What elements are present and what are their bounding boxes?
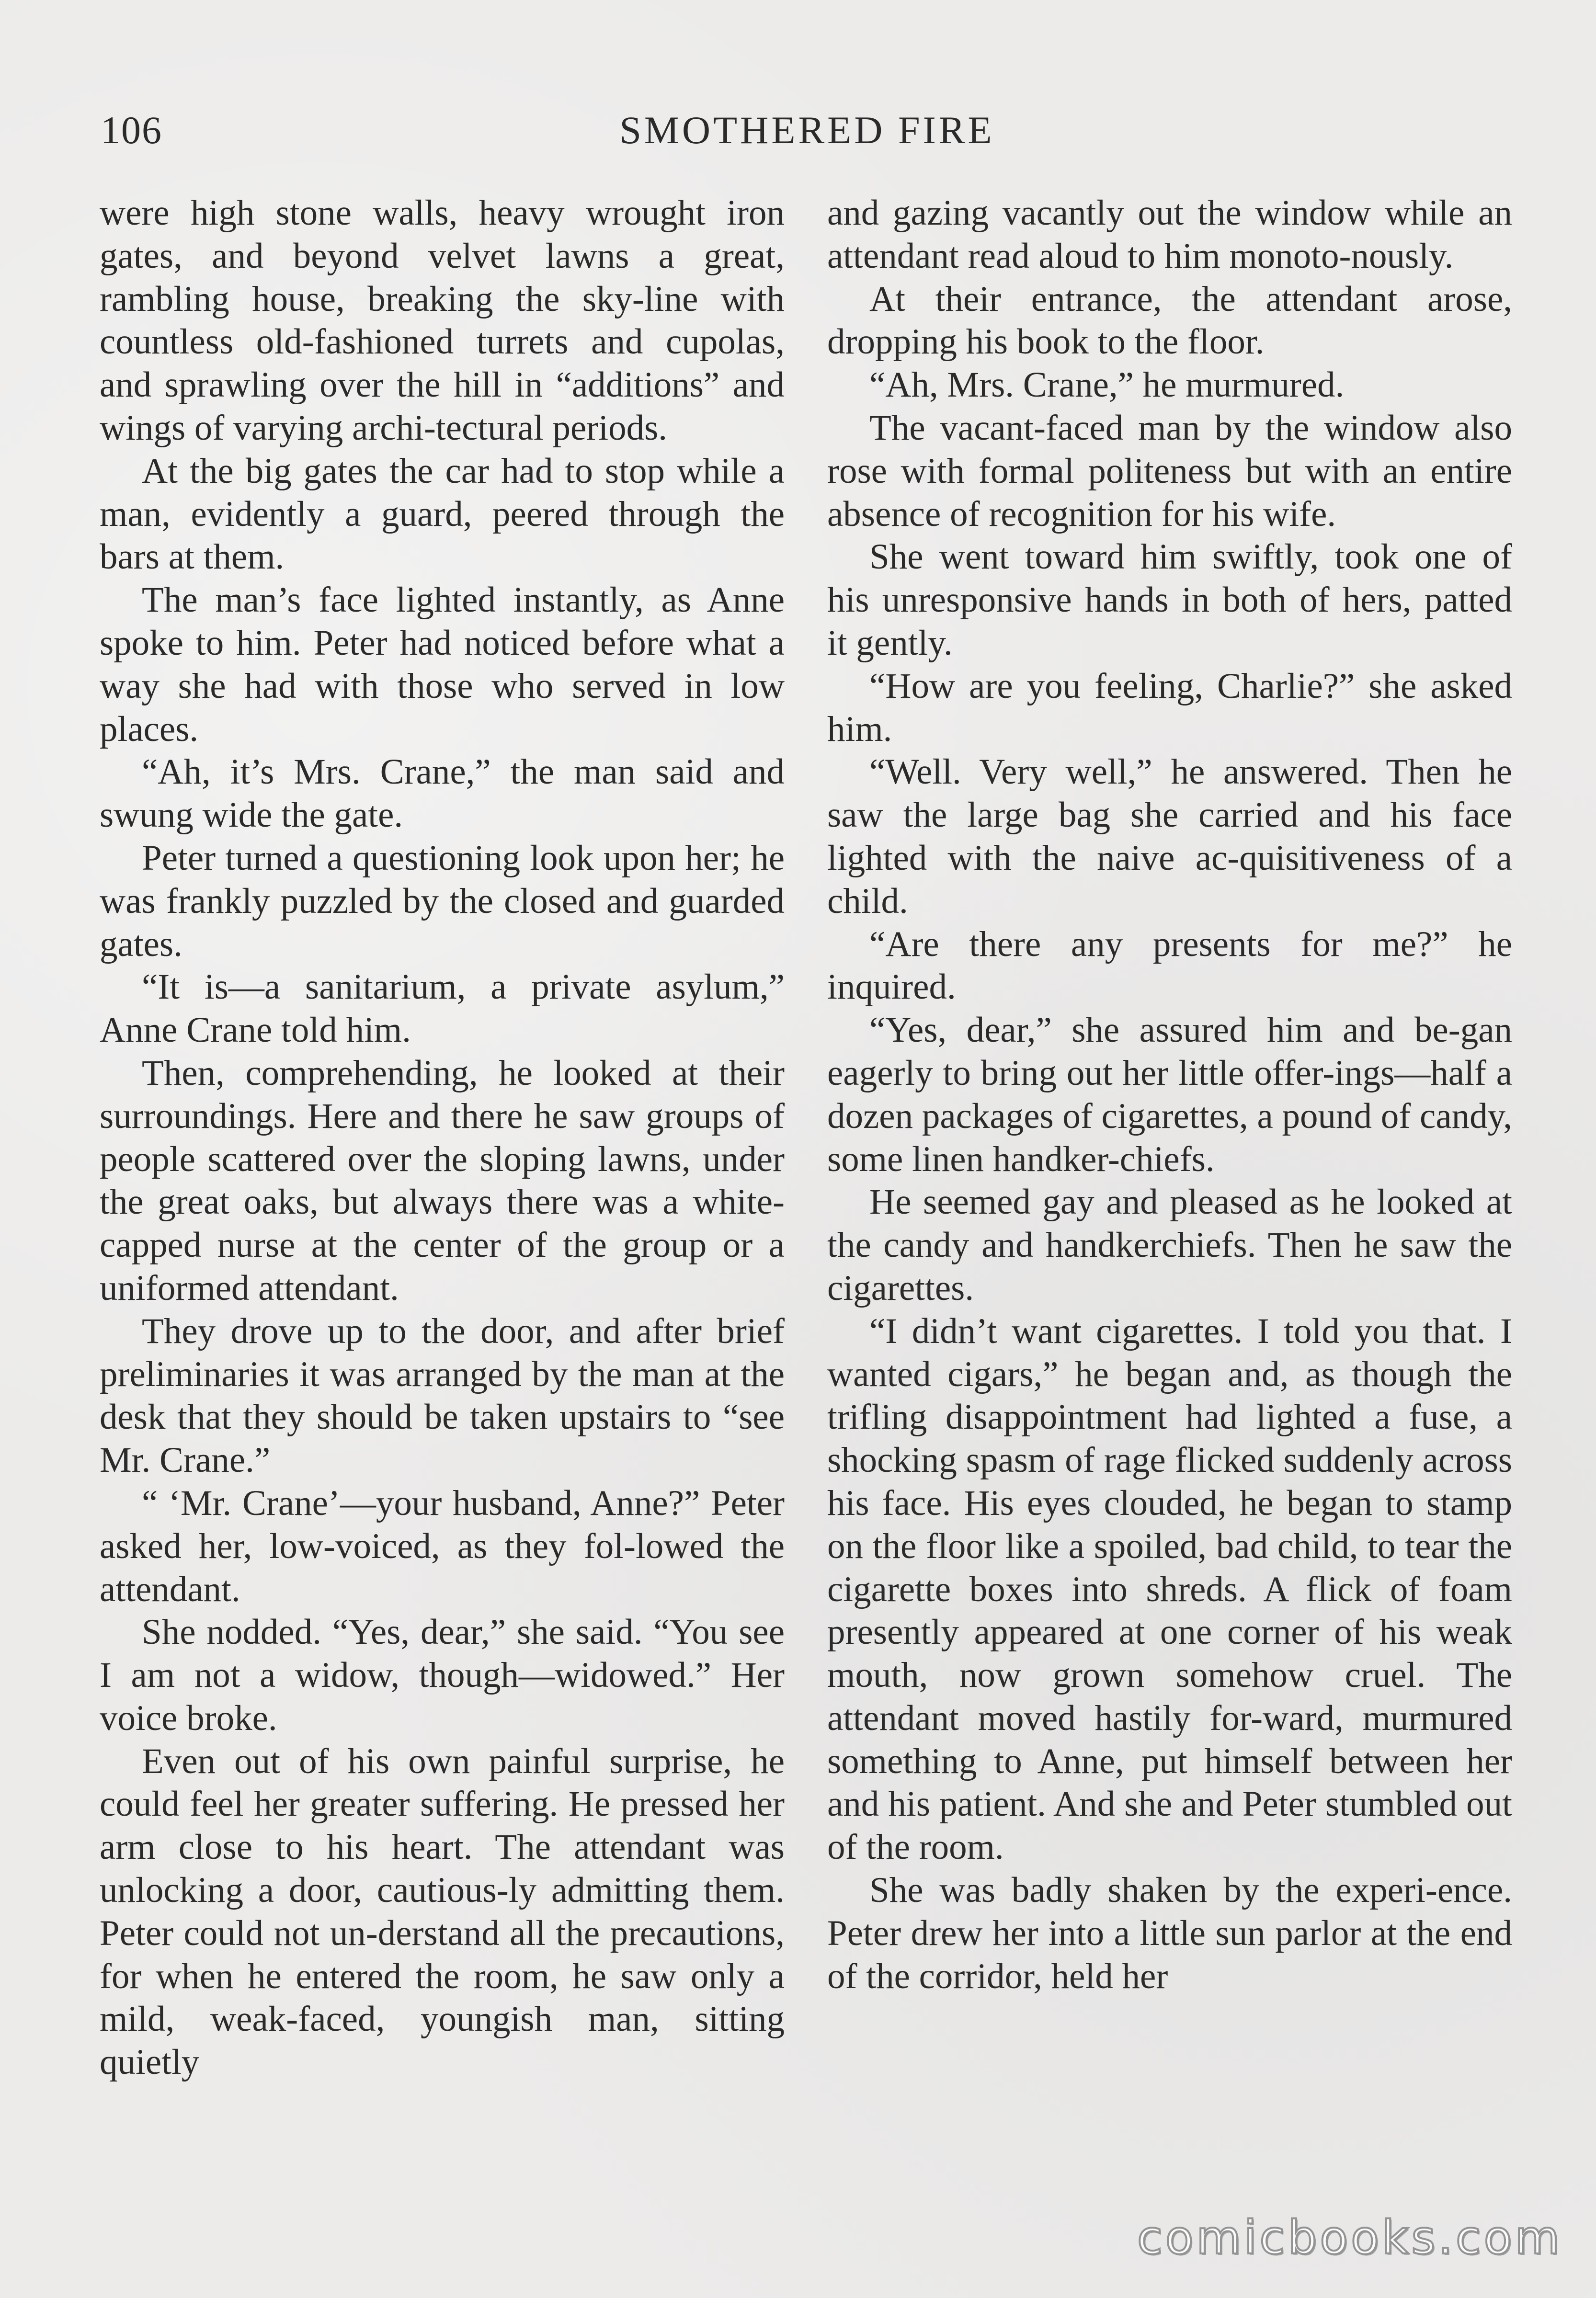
running-head: [101, 108, 1514, 160]
paragraph: “How are you feeling, Charlie?” she asked him.: [827, 666, 1512, 749]
paragraph: The man’s face lighted instantly, as Anne spoke to him. Peter had noticed before what a way she had with those who served in low places.: [100, 580, 785, 749]
running-title: SMOTHERED FIRE: [619, 108, 995, 152]
paragraph: were high stone walls, heavy wrought iron gates, and beyond velvet lawns a great, rambling house, breaking the sky-line with countless old-fashioned turrets and cupolas, and sprawling over the hill in “additions” and wings of varying archi-tectural periods.: [100, 193, 785, 448]
paragraph: and gazing vacantly out the window while an attendant read aloud to him monoto-nously.: [827, 193, 1512, 276]
paragraph: She nodded. “Yes, dear,” she said. “You see I am not a widow, though—widowed.” Her voice broke.: [100, 1612, 785, 1738]
paragraph: She went toward him swiftly, took one of his unresponsive hands in both of hers, patted it gently.: [827, 537, 1512, 663]
paragraph: Then, comprehending, he looked at their surroundings. Here and there he saw groups of people scattered over the sloping lawns, under the great oaks, but always there was a white-capped nurse at the center of the group or a uniformed attendant.: [100, 1053, 785, 1308]
paragraph: “Well. Very well,” he answered. Then he saw the large bag she carried and his face lighted with the naive ac-quisitiveness of a child.: [827, 752, 1512, 921]
right-column: [827, 192, 1512, 1998]
paragraph: “Yes, dear,” she assured him and be-gan eagerly to bring out her little offer-ings—half a dozen packages of cigarettes, a pound of candy, some linen handker-chiefs.: [827, 1010, 1512, 1179]
watermark-logo: comicbooks.com: [1137, 2211, 1562, 2264]
paragraph: “It is—a sanitarium, a private asylum,” Anne Crane told him.: [100, 967, 785, 1050]
paragraph: At their entrance, the attendant arose, dropping his book to the floor.: [827, 279, 1512, 362]
paragraph: “Ah, it’s Mrs. Crane,” the man said and swung wide the gate.: [100, 752, 785, 835]
paragraph: “I didn’t want cigarettes. I told you that. I wanted cigars,” he began and, as though the trifling disappointment had lighted a fuse, a shocking spasm of rage flicked suddenly across his face. His eyes clouded, he began to stamp on the floor like a spoiled, bad child, to tear the cigarette boxes into shreds. A flick of foam presently appeared at one corner of his weak mouth, now grown somehow cruel. The attendant moved hastily for-ward, murmured something to Anne, put himself between her and his patient. And she and Peter stumbled out of the room.: [827, 1311, 1512, 1867]
paragraph: “Ah, Mrs. Crane,” he murmured.: [869, 365, 1345, 405]
page-number: 106: [101, 108, 162, 152]
paragraph: “Are there any presents for me?” he inquired.: [827, 924, 1512, 1007]
paragraph: He seemed gay and pleased as he looked at the candy and handkerchiefs. Then he saw the cigarettes.: [827, 1182, 1512, 1308]
paragraph: The vacant-faced man by the window also rose with formal politeness but with an entire absence of recognition for his wife.: [827, 408, 1512, 534]
left-column: [100, 192, 785, 2084]
paragraph: They drove up to the door, and after brief preliminaries it was arranged by the man at the desk that they should be taken upstairs to “see Mr. Crane.”: [100, 1311, 785, 1480]
paragraph: Peter turned a questioning look upon her; he was frankly puzzled by the closed and guarded gates.: [100, 838, 785, 964]
paragraph: She was badly shaken by the experi-ence. Peter drew her into a little sun parlor at the end of the corridor, held her: [827, 1870, 1512, 1996]
paragraph: Even out of his own painful surprise, he could feel her greater suffering. He pressed her arm close to his heart. The attendant was unlocking a door, cautious-ly admitting them. Peter could not un-derstand all the precautions, for when he entered the room, he saw only a mild, weak-faced, youngish man, sitting quietly: [100, 1741, 785, 2082]
paragraph: “ ‘Mr. Crane’—your husband, Anne?” Peter asked her, low-voiced, as they fol-lowed the attendant.: [100, 1483, 785, 1609]
paragraph: At the big gates the car had to stop while a man, evidently a guard, peered through the bars at them.: [100, 451, 785, 577]
